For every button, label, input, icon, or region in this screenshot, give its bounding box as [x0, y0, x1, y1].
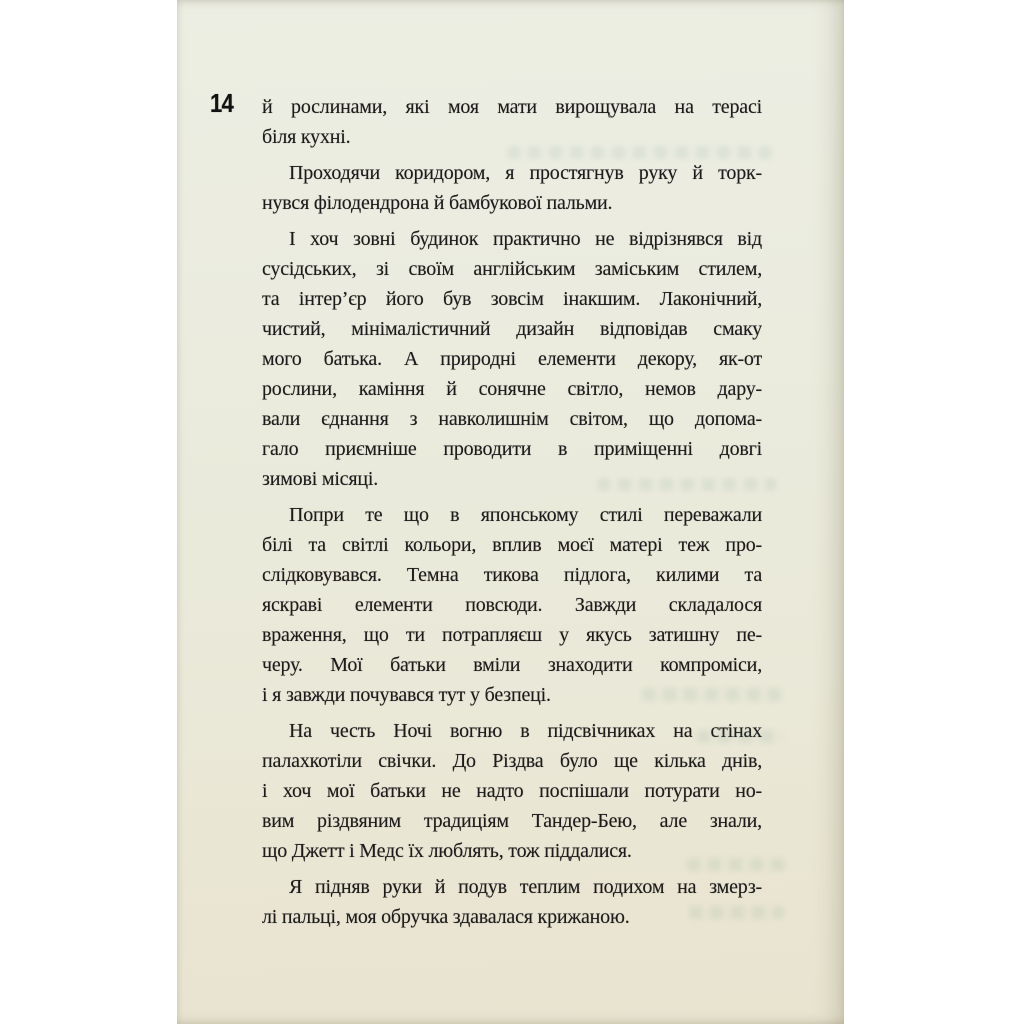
text-line: та інтер’єр його був зовсім інакшим. Лаконічний,: [262, 288, 762, 310]
paragraph: [262, 224, 762, 494]
text-line: вали єднання з навколишнім світом, що допома-: [262, 408, 762, 430]
text-line: що Джетт і Медс їх люблять, тож піддалися.: [262, 840, 632, 862]
show-through-ghost-line: [687, 858, 787, 871]
text-line: На честь Ночі вогню в підсвічниках на стінах: [289, 720, 762, 742]
page-number: 14: [210, 88, 233, 118]
text-line: палахкотіли свічки. До Різдва було ще кілька днів,: [262, 750, 762, 772]
show-through-ghost-line: [507, 146, 772, 159]
text-line: враження, що ти потрапляєш у якусь затишну пе-: [262, 624, 762, 646]
text-line: черу. Мої батьки вміли знаходити компроміси,: [262, 654, 762, 676]
show-through-ghost-line: [642, 688, 782, 701]
text-line: слідковувався. Темна тикова підлога, килими та: [262, 564, 762, 586]
text-line: чистий, мінімалістичний дизайн відповідав смаку: [262, 318, 762, 340]
text-line: й рослинами, які моя мати вирощувала на терасі: [262, 96, 762, 118]
paragraph: [262, 500, 762, 710]
text-line: мого батька. А природні елементи декору, як-от: [262, 348, 762, 370]
text-line: яскраві елементи повсюди. Завжди складалося: [262, 594, 762, 616]
text-line: вим різдвяним традиціям Тандер-Бею, але знали,: [262, 810, 762, 832]
show-through-ghost-line: [689, 906, 784, 919]
paragraph: [262, 716, 762, 866]
book-page: [177, 0, 844, 1024]
text-line: і хоч мої батьки не надто поспішали потурати но-: [262, 780, 762, 802]
text-line: лі пальці, моя обручка здавалася крижаною.: [262, 906, 630, 928]
text-line: зимові місяці.: [262, 468, 379, 490]
text-line: білі та світлі кольори, вплив моєї матері теж про-: [262, 534, 762, 556]
page-text-block: [262, 92, 762, 938]
paragraph: [262, 92, 762, 152]
text-line: Проходячи коридором, я простягнув руку й торк-: [289, 162, 762, 184]
text-line: біля кухні.: [262, 126, 351, 148]
show-through-ghost-line: [697, 730, 782, 743]
text-line: і я завжди почувався тут у безпеці.: [262, 684, 551, 706]
show-through-ghost-line: [597, 478, 777, 491]
text-line: Я підняв руки й подув теплим подихом на змерз-: [289, 876, 762, 898]
text-line: рослини, каміння й сонячне світло, немов дару-: [262, 378, 762, 400]
text-line: Попри те що в японському стилі переважали: [289, 504, 762, 526]
paragraph: [262, 872, 762, 932]
paragraph: [262, 158, 762, 218]
text-line: нувся філодендрона й бамбукової пальми.: [262, 192, 613, 214]
text-line: І хоч зовні будинок практично не відрізнявся від: [289, 228, 762, 250]
text-line: гало приємніше проводити в приміщенні довгі: [262, 438, 762, 460]
text-line: сусідських, зі своїм англійським заміським стилем,: [262, 258, 762, 280]
